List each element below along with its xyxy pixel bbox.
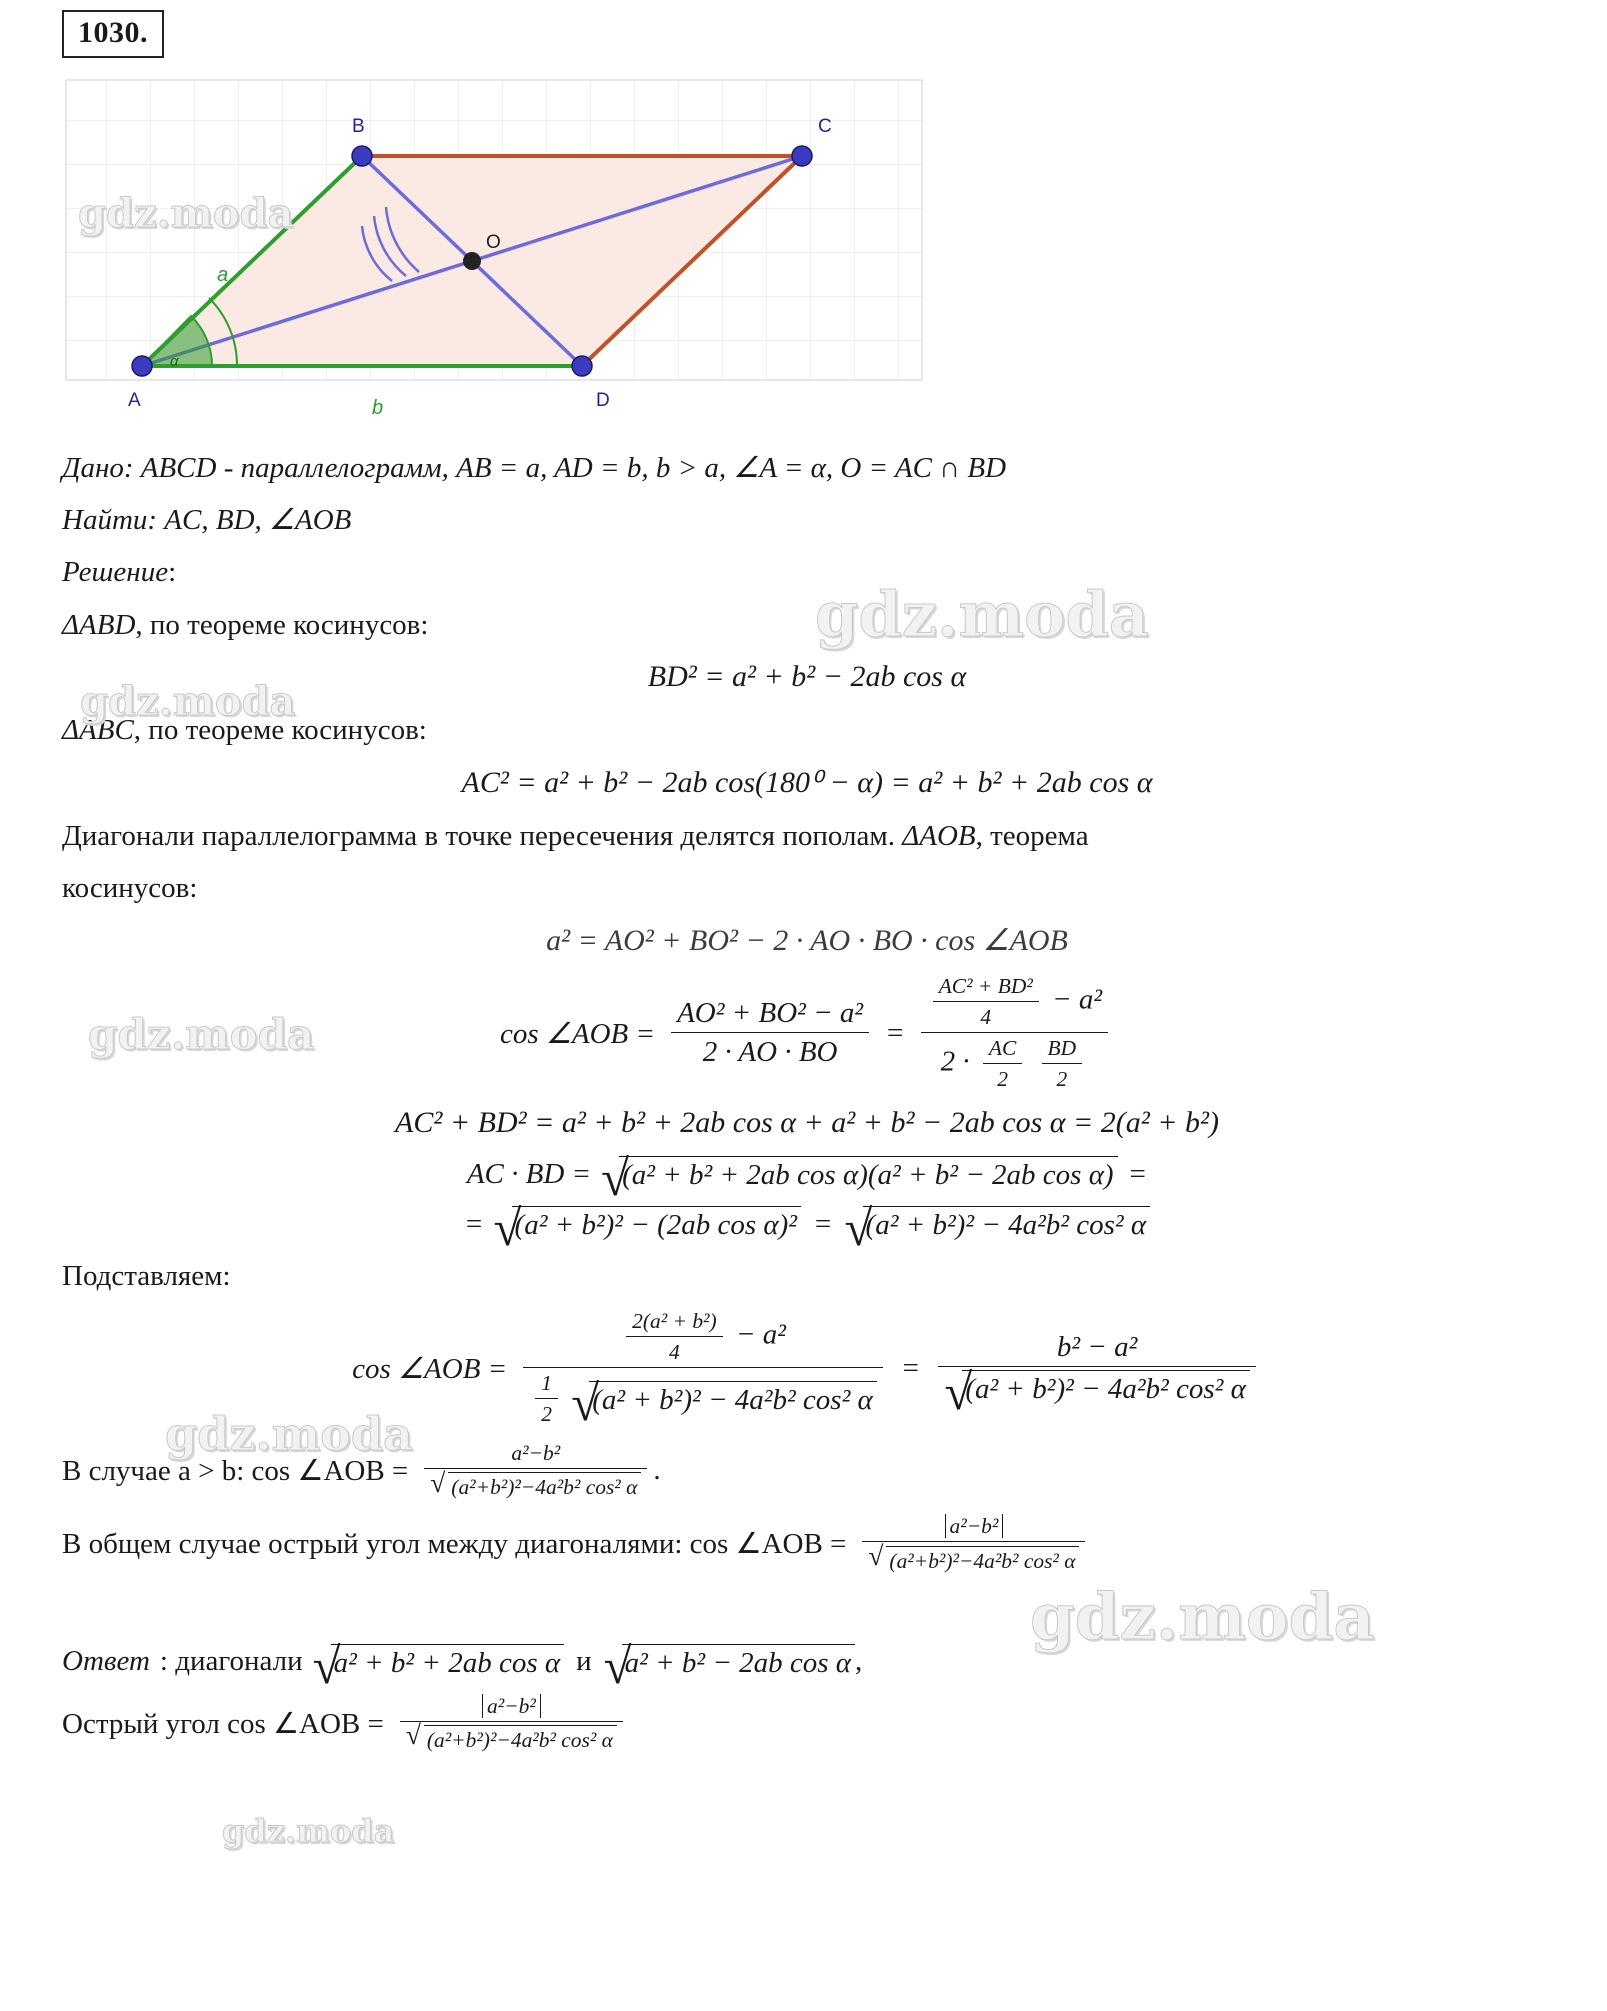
formula-ac: AC² = a² + b² − 2ab cos(180⁰ − α) = a² + b² + 2ab cos α <box>461 765 1153 799</box>
final-den-radicand: (a² + b²)² − 4a²b² cos² α <box>589 1381 877 1417</box>
label-c: C <box>818 116 832 137</box>
final-frac-right-den <box>938 1367 1256 1406</box>
watermark-3: gdz.moda <box>88 1010 315 1059</box>
answer-label: Ответ <box>62 1645 150 1678</box>
product-equals: = <box>1127 1157 1148 1190</box>
general-frac-den <box>862 1542 1085 1573</box>
case-radicand: (a²+b²)²−4a²b² cos² α <box>448 1472 641 1500</box>
product-radical <box>601 1156 1117 1192</box>
den-prefix: 2 · <box>940 1045 970 1078</box>
label-o: O <box>486 232 501 253</box>
final-frac-left-den <box>523 1368 882 1427</box>
cos-aob-frac-right-num <box>921 974 1108 1033</box>
product2-equals: = <box>812 1207 833 1240</box>
formula-bd: BD² = a² + b² − 2ab cos α <box>647 659 967 693</box>
answer-radicand-2: a² + b² − 2ab cos α <box>622 1644 855 1680</box>
step1-line <box>62 605 1552 646</box>
product2-radicand-2: (a² + b²)² − 4a²b² cos² α <box>863 1206 1151 1242</box>
cos-aob-frac-left <box>671 997 869 1069</box>
vertex-o <box>463 252 481 270</box>
general-line <box>62 1514 1552 1573</box>
general-radicand: (a²+b²)²−4a²b² cos² α <box>886 1546 1079 1574</box>
cos-aob-equals: = <box>885 1016 905 1049</box>
final-right-radical <box>944 1370 1250 1406</box>
answer-and: и <box>576 1645 592 1678</box>
final-inner-frac-num: 2(a² + b²) <box>626 1309 723 1337</box>
acute-frac <box>400 1694 623 1753</box>
final-den-radical <box>571 1381 877 1417</box>
answer-radical-1 <box>313 1644 564 1680</box>
watermark-2: gdz.moda <box>80 678 296 725</box>
watermark-0: gdz.moda <box>78 190 294 237</box>
final-frac-right-num: b² − a² <box>938 1331 1256 1367</box>
cos-aob-frac-right <box>921 974 1108 1092</box>
acute-frac-num <box>400 1694 623 1722</box>
label-a: A <box>128 390 141 411</box>
answer-text: : диагонали <box>159 1645 303 1678</box>
final-inner-frac <box>626 1309 723 1365</box>
acute-radicand: (a²+b²)²−4a²b² cos² α <box>424 1725 617 1753</box>
acute-label: Острый угол cos ∠AOB = <box>62 1707 384 1740</box>
final-frac-right <box>938 1331 1256 1406</box>
final-cos-label: cos ∠AOB = <box>352 1352 508 1385</box>
watermark-4: gdz.moda <box>165 1407 413 1461</box>
formula-aob: a² = AO² + BO² − 2 · AO · BO · cos ∠AOB <box>546 924 1068 958</box>
given-label: Дано <box>62 452 124 484</box>
diagonals-text-1: Диагонали параллелограмма в точке пересечения делятся пополам. <box>62 819 903 852</box>
general-abs: a²−b² <box>945 1514 1004 1538</box>
diagonals-line <box>62 816 1552 857</box>
watermark-5: gdz.moda <box>1030 1580 1375 1655</box>
acute-radical <box>406 1725 617 1753</box>
inner-minus-a2: − a² <box>1052 983 1103 1016</box>
den-frac-ac-den: 2 <box>997 1067 1008 1092</box>
cos-aob-label: cos ∠AOB = <box>499 1017 656 1050</box>
vertex-d <box>572 356 592 376</box>
acute-frac-den <box>400 1722 623 1753</box>
inner-frac-ac-bd <box>933 974 1039 1030</box>
final-cos-expression <box>62 1309 1552 1427</box>
answer-radical-2 <box>604 1644 855 1680</box>
inner-frac-num: AC² + BD² <box>933 974 1039 1002</box>
vertex-c <box>792 146 812 166</box>
given-text: : ABCD - параллелограмм, AB = a, AD = b, b > a, ∠A = α, O = AC ∩ BD <box>123 452 1007 484</box>
label-d: D <box>596 390 610 411</box>
cos-aob-frac-left-den: 2 · AO · BO <box>702 1036 838 1069</box>
final-right-radicand: (a² + b²)² − 4a²b² cos² α <box>962 1370 1250 1406</box>
general-label: В общем случае острый угол между диагоналями: cos ∠AOB = <box>62 1528 847 1561</box>
case-frac-num: a²−b² <box>424 1441 647 1469</box>
den-frac-bd-num: BD <box>1042 1036 1083 1064</box>
den-frac-bd-den: 2 <box>1056 1067 1068 1092</box>
product-radicand: (a² + b² + 2ab cos α)(a² + b² − 2ab cos α) <box>619 1156 1117 1192</box>
cos-aob-expression <box>62 974 1552 1092</box>
product2-radical-2 <box>845 1206 1151 1242</box>
vertex-b <box>352 146 372 166</box>
answer-comma: , <box>855 1645 863 1678</box>
product2-radical-1 <box>494 1206 801 1242</box>
find-text: : AC, BD, ∠AOB <box>147 504 352 537</box>
watermark-1: gdz.moda <box>815 578 1149 651</box>
label-angle-alpha: α <box>170 353 179 370</box>
diagonals-text-3: , теорема <box>975 819 1089 852</box>
step1-triangle: ΔABD <box>62 608 136 641</box>
diagonals-triangle: ΔAOB <box>902 819 976 852</box>
cos-aob-frac-left-num: AO² + BO² − a² <box>671 997 869 1033</box>
case-label: В случае a > b: cos ∠AOB = <box>62 1455 409 1488</box>
diagonals-line2: косинусов: <box>62 872 198 905</box>
answer-radicand-1: a² + b² + 2ab cos α <box>331 1644 564 1680</box>
case-frac <box>424 1441 647 1500</box>
final-frac-left <box>523 1309 882 1427</box>
cos-aob-frac-right-den <box>921 1033 1108 1092</box>
acute-line <box>62 1694 1552 1753</box>
final-half-den: 2 <box>541 1402 552 1427</box>
den-frac-bd <box>1042 1036 1083 1092</box>
answer-line <box>62 1644 1552 1680</box>
general-frac-num <box>862 1514 1085 1542</box>
product2-radicand-1: (a² + b²)² − (2ab cos α)² <box>512 1206 801 1242</box>
label-side-a: a <box>217 264 229 286</box>
acute-abs: a²−b² <box>482 1694 541 1718</box>
substitute-label: Подставляем: <box>62 1260 231 1293</box>
product-line <box>62 1156 1552 1192</box>
general-frac <box>862 1514 1085 1573</box>
step2-triangle: ΔABC <box>62 713 134 746</box>
case-frac-den <box>424 1469 647 1500</box>
den-frac-ac-num: AC <box>983 1036 1022 1064</box>
final-frac-left-num <box>523 1309 882 1368</box>
final-inner-frac-den: 4 <box>669 1340 680 1365</box>
final-half-num: 1 <box>535 1371 558 1399</box>
product-lhs: AC · BD = <box>466 1157 592 1190</box>
given-line <box>62 448 1552 489</box>
solution-body <box>62 448 1552 1767</box>
find-label: Найти <box>62 504 148 537</box>
find-line <box>62 500 1552 541</box>
step2-text: , по теореме косинусов: <box>133 713 427 746</box>
inner-frac-den: 4 <box>980 1005 992 1030</box>
final-half-frac <box>535 1371 558 1427</box>
final-inner-minus: − a² <box>735 1319 786 1352</box>
case-radical <box>430 1472 641 1500</box>
product-line-2 <box>62 1206 1552 1242</box>
watermark-6: gdz.moda <box>222 1812 395 1850</box>
case-line <box>62 1441 1552 1500</box>
label-side-b: b <box>372 397 384 419</box>
case-period: . <box>653 1454 661 1487</box>
solution-label: Решение <box>62 556 169 589</box>
step1-text: , по теореме косинусов: <box>135 608 429 641</box>
task-number: 1030. <box>62 10 164 58</box>
geometry-figure <box>62 76 942 426</box>
step2-line <box>62 710 1552 751</box>
vertex-a <box>132 356 152 376</box>
product2-lhs: = <box>463 1207 484 1240</box>
den-frac-ac <box>983 1036 1022 1092</box>
solution-label-line: Решение: <box>62 556 177 589</box>
general-radical <box>868 1546 1079 1574</box>
label-b: B <box>352 116 365 137</box>
sum-squares-formula: AC² + BD² = a² + b² + 2ab cos α + a² + b² − 2ab cos α = 2(a² + b²) <box>395 1106 1219 1140</box>
final-equals: = <box>900 1351 921 1384</box>
